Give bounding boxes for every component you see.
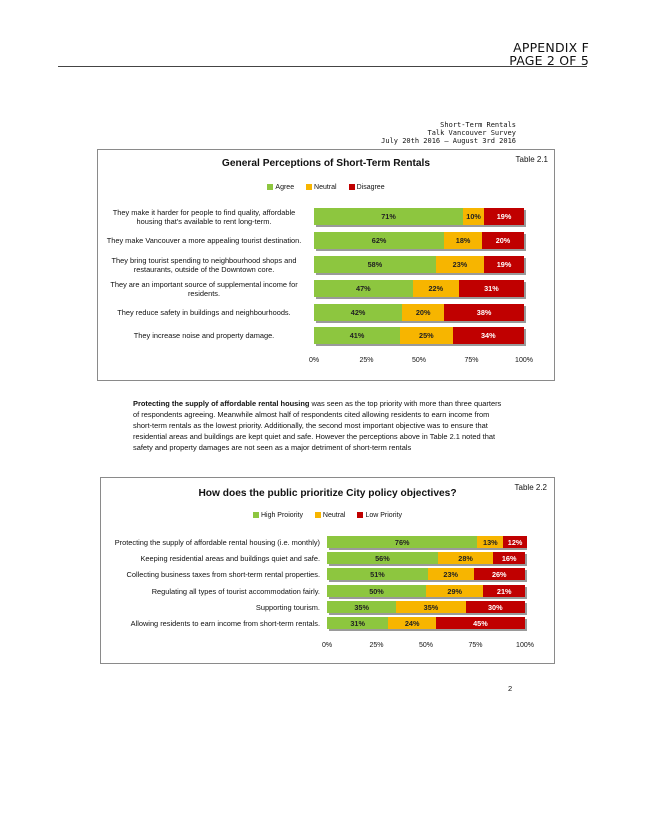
bar-row bbox=[314, 256, 524, 273]
bar-segment-negative: 12% bbox=[503, 536, 527, 548]
bar-segment-positive: 47% bbox=[314, 280, 413, 297]
page-number: 2 bbox=[508, 684, 513, 693]
legend-swatch-neutral bbox=[315, 512, 321, 518]
x-tick-label: 100% bbox=[515, 357, 533, 364]
bar-row bbox=[314, 208, 524, 225]
x-tick-label: 75% bbox=[468, 642, 483, 649]
survey-dates: July 20th 2016 – August 3rd 2016 bbox=[381, 137, 516, 146]
appendix-heading bbox=[509, 41, 589, 67]
header-rule bbox=[58, 66, 587, 67]
legend-label-agree: Agree bbox=[275, 184, 295, 191]
bar-row bbox=[314, 327, 524, 344]
bar-segment-negative: 19% bbox=[484, 208, 524, 225]
legend-low-priority bbox=[357, 512, 402, 519]
bar-segment-negative: 45% bbox=[436, 617, 525, 629]
bar-row bbox=[327, 552, 525, 564]
legend-swatch-low bbox=[357, 512, 363, 518]
table-label: Table 2.1 bbox=[515, 155, 548, 164]
chart-policy-priorities bbox=[100, 477, 555, 664]
legend-label-disagree: Disagree bbox=[356, 184, 385, 191]
bar-segment-neutral: 28% bbox=[438, 552, 493, 564]
bar-segment-neutral: 35% bbox=[396, 601, 465, 613]
legend-label-low: Low Priority bbox=[365, 512, 403, 519]
legend-label-high: High Proiority bbox=[260, 512, 303, 519]
chart-general-perceptions bbox=[97, 149, 555, 381]
bar-row bbox=[314, 304, 524, 321]
bar-segment-positive: 31% bbox=[327, 617, 388, 629]
bar-segment-neutral: 24% bbox=[388, 617, 436, 629]
appendix-label: APPENDIX F bbox=[513, 40, 589, 55]
category-label: Allowing residents to earn income from short-term rentals. bbox=[130, 618, 320, 628]
bar-segment-positive: 50% bbox=[327, 585, 426, 597]
category-label: Keeping residential areas and buildings quiet and safe. bbox=[140, 553, 320, 563]
bar-segment-neutral: 23% bbox=[428, 568, 474, 580]
bar-segment-negative: 19% bbox=[484, 256, 524, 273]
bar-row bbox=[327, 601, 525, 613]
chart-title: General Perceptions of Short-Term Rentals bbox=[221, 158, 431, 169]
bar-row bbox=[327, 617, 525, 629]
bar-segment-negative: 38% bbox=[444, 304, 524, 321]
x-tick-label: 100% bbox=[516, 642, 534, 649]
bar-row bbox=[314, 232, 524, 249]
paragraph-text: was seen as the top priority with more than three quarters of respondents agreeing. Meanwhile almost half of respondents cited allowing residents to earn income from short-term rentals as the lowest priority. Additionally, the second most important objective was to ensure that residential areas and buildings are kept quiet and safe. However the perceptions above in Table 2.1 noted that safety and property damages are not seen as a major detriment of short-term rentals bbox=[133, 399, 502, 452]
x-tick-label: 50% bbox=[418, 642, 434, 649]
x-tick-label: 25% bbox=[359, 357, 374, 364]
bar-segment-positive: 35% bbox=[327, 601, 396, 613]
bar-segment-neutral: 10% bbox=[463, 208, 484, 225]
category-label: They make it harder for people to find quality, affordable housing that's available to rent long-term. bbox=[112, 207, 296, 226]
survey-name: Talk Vancouver Survey bbox=[427, 129, 516, 138]
bar-row bbox=[327, 568, 525, 580]
chart-legend bbox=[98, 184, 554, 191]
bar-segment-neutral: 29% bbox=[426, 585, 483, 597]
bar-segment-neutral: 23% bbox=[436, 256, 484, 273]
bar-segment-neutral: 18% bbox=[444, 232, 482, 249]
body-paragraph bbox=[133, 399, 503, 454]
bar-segment-positive: 41% bbox=[314, 327, 400, 344]
legend-neutral bbox=[315, 512, 346, 519]
category-label: They are an important source of supplemental income for residents. bbox=[110, 279, 298, 298]
x-tick-label: 25% bbox=[369, 642, 384, 649]
bar-segment-neutral: 22% bbox=[413, 280, 459, 297]
x-tick-label: 0% bbox=[321, 642, 333, 649]
bar-segment-positive: 42% bbox=[314, 304, 402, 321]
legend-disagree bbox=[349, 184, 385, 191]
category-label: Protecting the supply of affordable rental housing (i.e. monthly) bbox=[114, 537, 320, 547]
x-tick-label: 75% bbox=[464, 357, 479, 364]
bar-segment-positive: 62% bbox=[314, 232, 444, 249]
legend-swatch-agree bbox=[267, 184, 273, 190]
page-count-label: PAGE 2 OF 5 bbox=[509, 53, 589, 68]
bar-segment-neutral: 20% bbox=[402, 304, 444, 321]
category-label: They bring tourist spending to neighbourhood shops and restaurants, outside of the Downtown core. bbox=[111, 255, 297, 274]
legend-neutral bbox=[306, 184, 337, 191]
bar-segment-positive: 76% bbox=[327, 536, 477, 548]
bar-segment-negative: 16% bbox=[493, 552, 525, 564]
legend-swatch-high bbox=[253, 512, 259, 518]
chart-legend bbox=[101, 512, 554, 519]
category-label: They reduce safety in buildings and neighbourhoods. bbox=[117, 308, 291, 317]
bar-segment-negative: 31% bbox=[459, 280, 524, 297]
category-label: Regulating all types of tourist accommodation fairly. bbox=[151, 586, 320, 596]
bar-row bbox=[327, 536, 525, 548]
bar-segment-negative: 26% bbox=[474, 568, 525, 580]
bar-segment-neutral: 25% bbox=[400, 327, 453, 344]
survey-topic: Short-Term Rentals bbox=[440, 121, 516, 129]
paragraph-bold-lead: Protecting the supply of affordable rental housing bbox=[133, 399, 310, 408]
bar-segment-neutral: 13% bbox=[477, 536, 503, 548]
bar-segment-negative: 34% bbox=[453, 327, 524, 344]
category-label: They increase noise and property damage. bbox=[133, 331, 275, 340]
legend-label-neutral: Neutral bbox=[314, 184, 337, 191]
category-label: They make Vancouver a more appealing tourist destination. bbox=[106, 236, 302, 245]
legend-high-priority bbox=[253, 512, 303, 519]
bar-segment-negative: 30% bbox=[466, 601, 525, 613]
x-tick-label: 0% bbox=[308, 357, 320, 364]
bar-segment-positive: 51% bbox=[327, 568, 428, 580]
legend-swatch-disagree bbox=[349, 184, 355, 190]
bar-segment-negative: 21% bbox=[483, 585, 525, 597]
bar-row bbox=[314, 280, 524, 297]
legend-swatch-neutral bbox=[306, 184, 312, 190]
bar-segment-positive: 71% bbox=[314, 208, 463, 225]
bar-row bbox=[327, 585, 525, 597]
legend-label-neutral: Neutral bbox=[322, 512, 346, 519]
table-label: Table 2.2 bbox=[514, 483, 547, 492]
x-tick-label: 50% bbox=[411, 357, 427, 364]
chart-title: How does the public prioritize City policy objectives? bbox=[198, 488, 457, 499]
bar-segment-negative: 20% bbox=[482, 232, 524, 249]
category-label: Supporting tourism. bbox=[255, 602, 320, 612]
bar-segment-positive: 58% bbox=[314, 256, 436, 273]
bar-segment-positive: 56% bbox=[327, 552, 438, 564]
category-label: Collecting business taxes from short-term rental properties. bbox=[126, 569, 320, 579]
survey-info bbox=[381, 121, 516, 146]
legend-agree bbox=[267, 184, 294, 191]
